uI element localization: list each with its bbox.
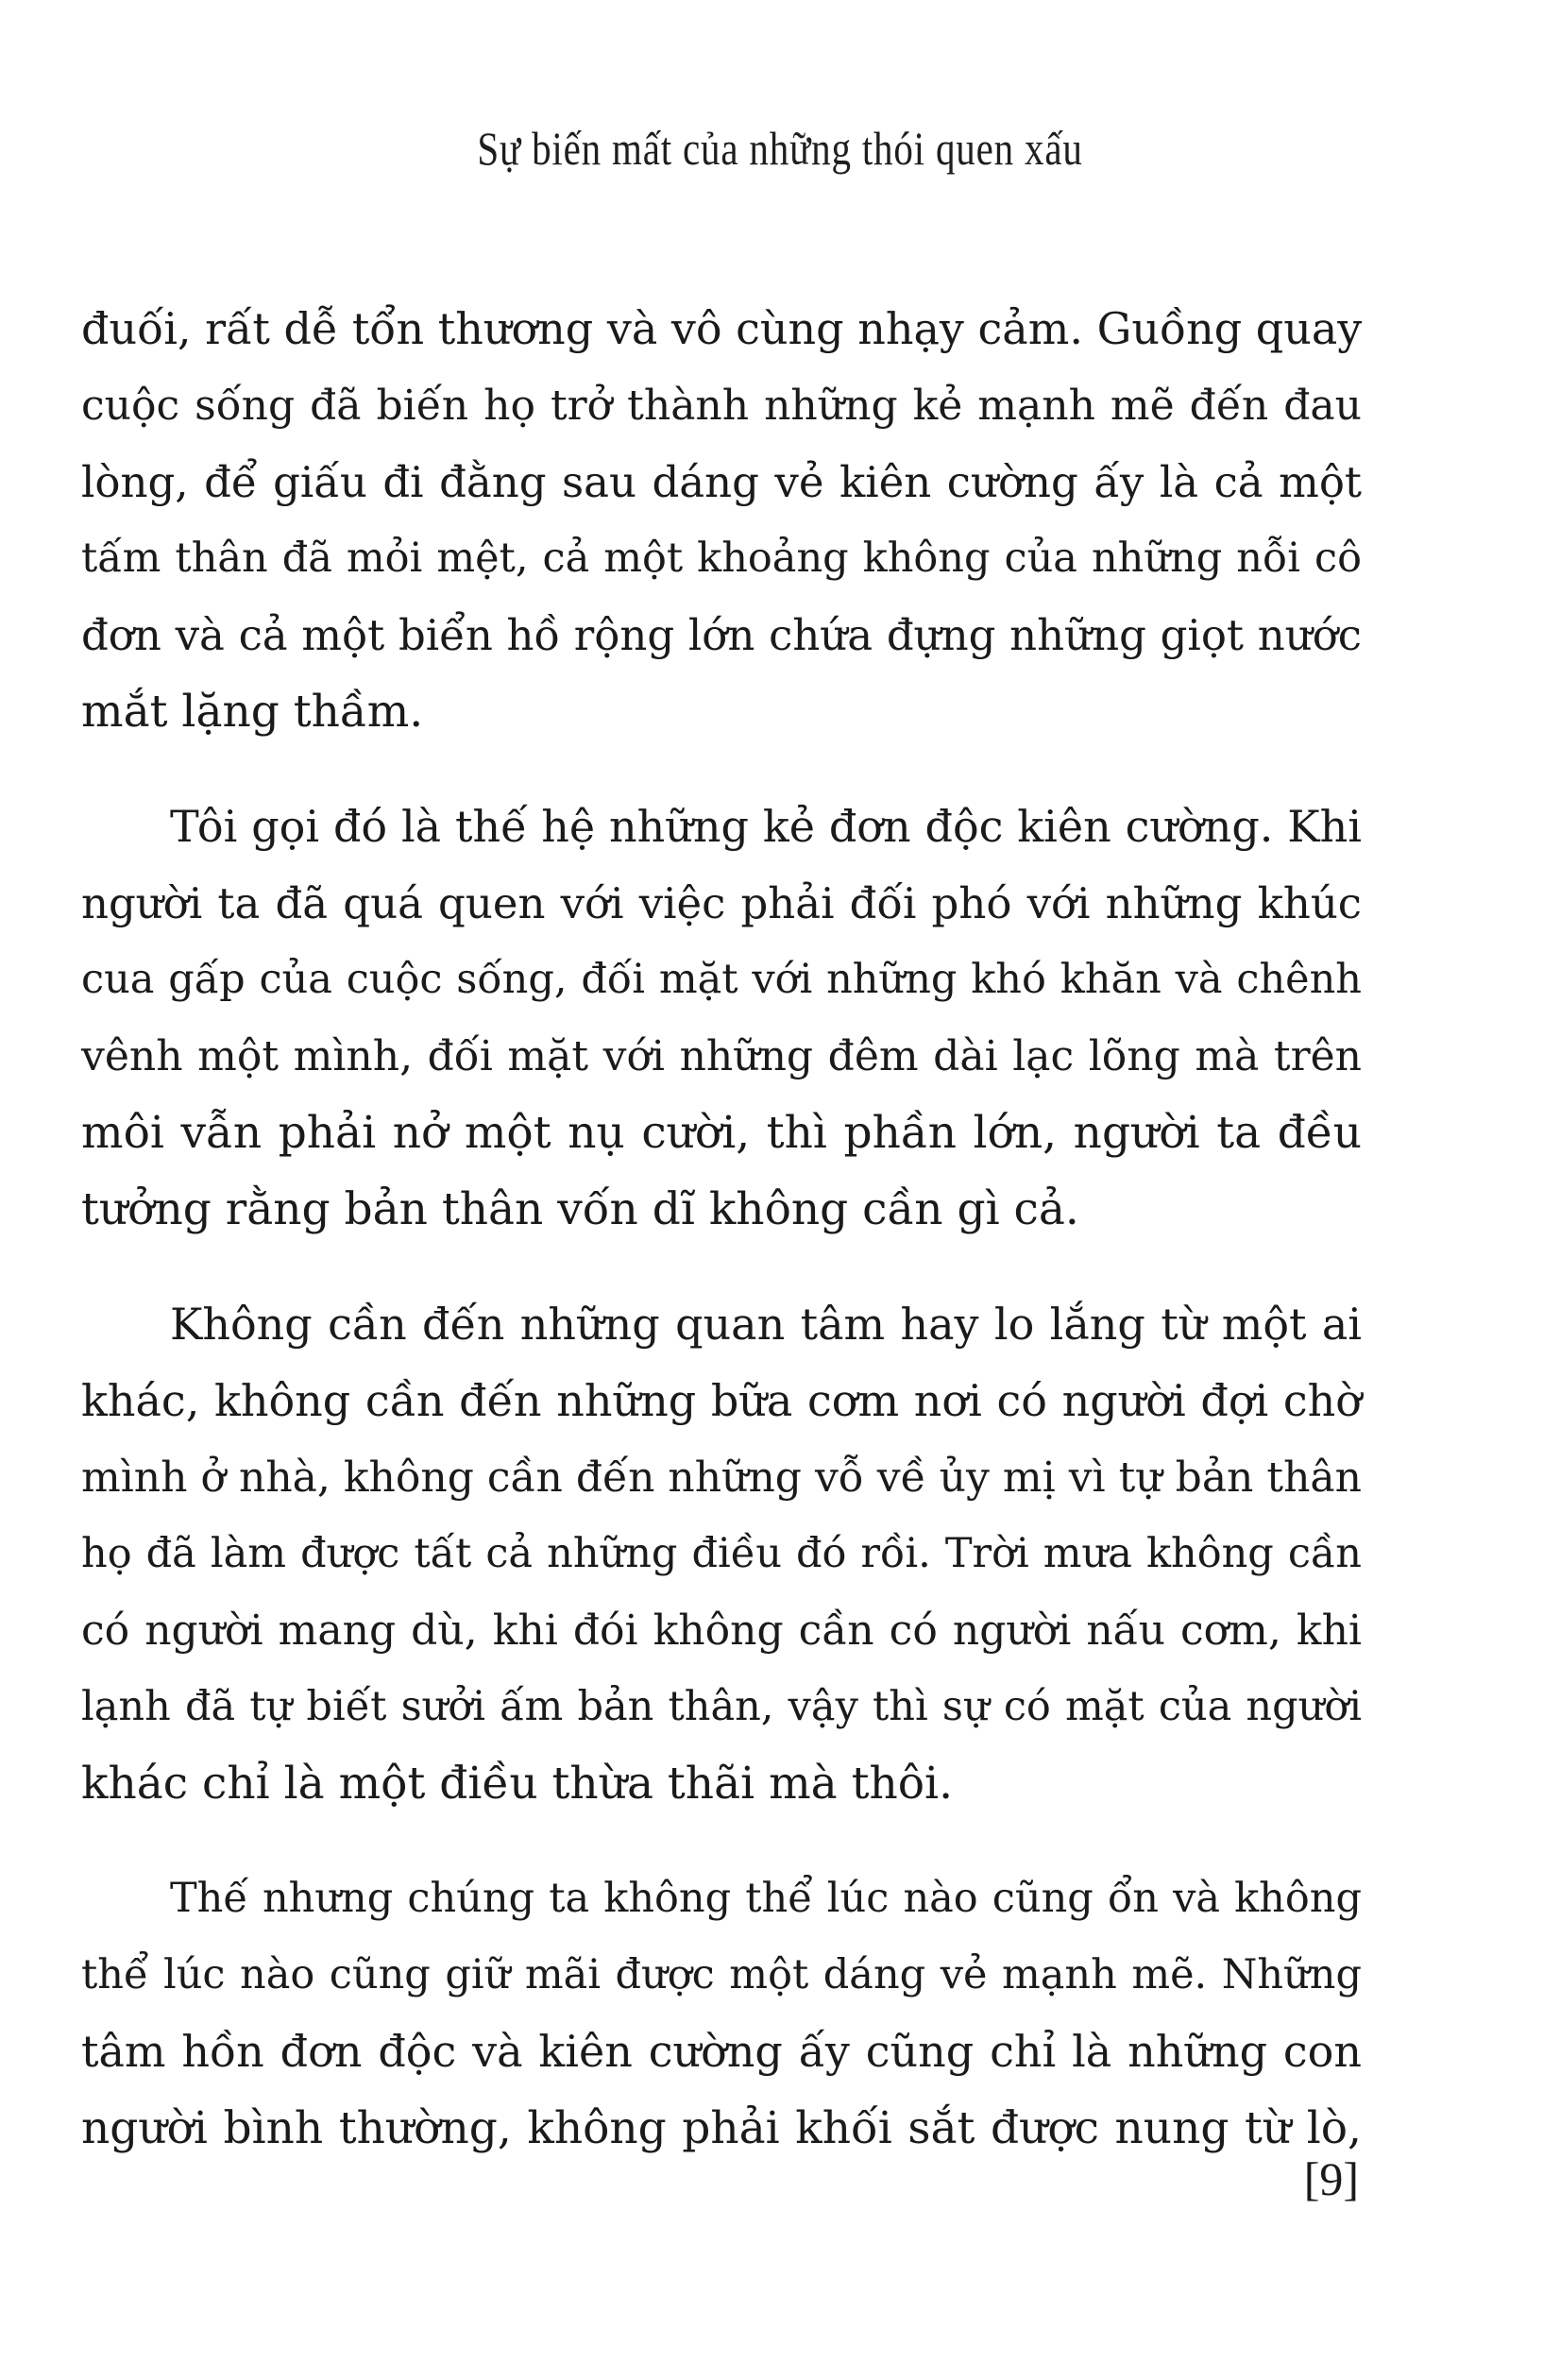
paragraph: [81, 789, 1362, 1248]
text-line: môi vẫn phải nở một nụ cười, thì phần lớn, người ta đều: [81, 1107, 1362, 1159]
text-line: tấm thân đã mỏi mệt, cả một khoảng không của những nỗi cô: [81, 535, 1362, 582]
paragraph: [81, 1861, 1362, 2167]
text-line: mắt lặng thầm.: [81, 686, 424, 738]
text-line: Thế nhưng chúng ta không thể lúc nào cũng ổn và không: [170, 1875, 1362, 1922]
running-header: Sự biến mất của những thói quen xấu: [477, 122, 1083, 175]
text-line: tâm hồn đơn độc và kiên cường ấy cũng chỉ là những con: [81, 2026, 1362, 2077]
paragraph: [81, 1286, 1362, 1822]
text-line: Tôi gọi đó là thế hệ những kẻ đơn độc kiên cường. Khi: [170, 801, 1362, 852]
text-line: lòng, để giấu đi đằng sau dáng vẻ kiên cường ấy là cả một: [81, 457, 1362, 507]
text-line: khác, không cần đến những bữa cơm nơi có người đợi chờ: [81, 1375, 1362, 1426]
paragraph-gap: [81, 750, 1362, 789]
paragraph-gap: [81, 1822, 1362, 1861]
text-line: tưởng rằng bản thân vốn dĩ không cần gì cả.: [81, 1183, 1079, 1235]
text-line: đơn và cả một biển hồ rộng lớn chứa đựng những giọt nước: [81, 610, 1362, 660]
paragraph: [81, 291, 1362, 750]
text-line: có người mang dù, khi đói không cần có người nấu cơm, khi: [81, 1606, 1362, 1655]
text-line: lạnh đã tự biết sưởi ấm bản thân, vậy thì sự có mặt của người: [81, 1683, 1362, 1730]
text-line: Không cần đến những quan tâm hay lo lắng từ một ai: [170, 1299, 1362, 1350]
paragraph-gap: [81, 1248, 1362, 1286]
text-line: họ đã làm được tất cả những điều đó rồi. Trời mưa không cần: [81, 1530, 1362, 1577]
text-line: người bình thường, không phải khối sắt được nung từ lò,: [81, 2102, 1362, 2154]
text-line: thể lúc nào cũng giữ mãi được một dáng vẻ mạnh mẽ. Những: [81, 1951, 1362, 1998]
text-line: người ta đã quá quen với việc phải đối phó với những khúc: [81, 878, 1362, 928]
text-line: khác chỉ là một điều thừa thãi mà thôi.: [81, 1758, 954, 1810]
page-number: [9]: [1303, 2152, 1359, 2205]
text-line: mình ở nhà, không cần đến những vỗ về ủy mị vì tự bản thân: [81, 1454, 1362, 1502]
text-line: cuộc sống đã biến họ trở thành những kẻ mạnh mẽ đến đau: [81, 382, 1362, 430]
text-line: đuối, rất dễ tổn thương và vô cùng nhạy cảm. Guồng quay: [81, 303, 1363, 354]
text-line: vênh một mình, đối mặt với những đêm dài lạc lõng mà trên: [81, 1032, 1362, 1080]
text-line: cua gấp của cuộc sống, đối mặt với những khó khăn và chênh: [81, 956, 1362, 1003]
body-text: [81, 291, 1362, 2167]
